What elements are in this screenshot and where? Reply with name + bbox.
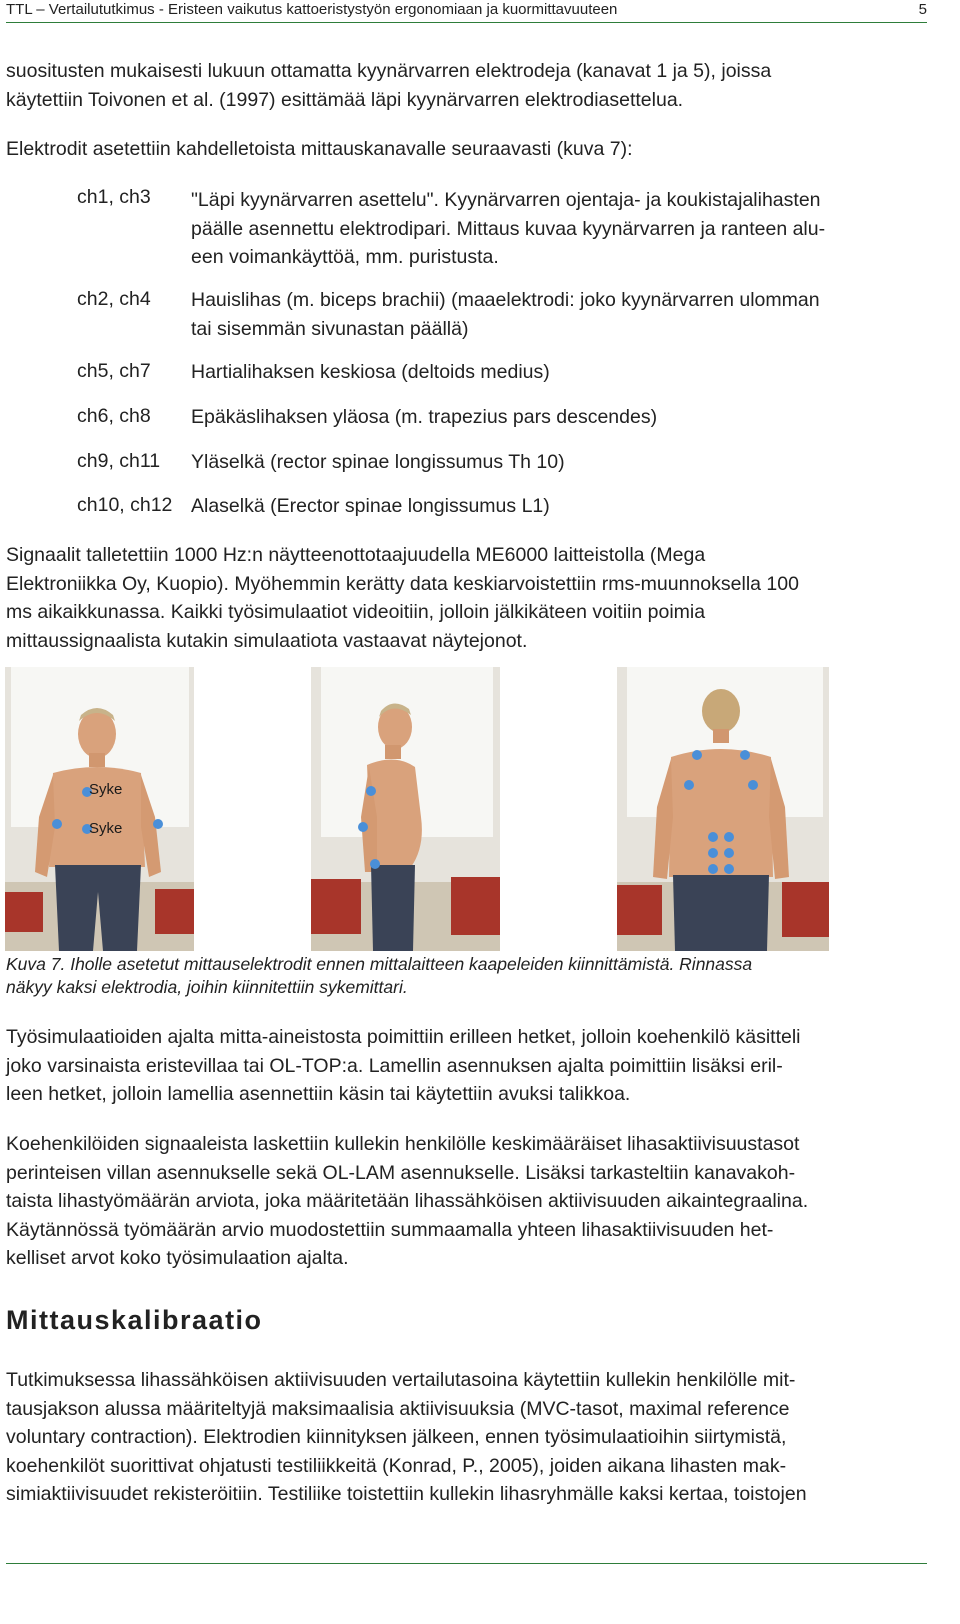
channel-label: ch6, ch8 [77,405,151,427]
text-line: Työsimulaatioiden ajalta mitta-aineistosta poimittiin erilleen hetket, jolloin koehenkilö käsitteli [6,1026,801,1048]
text-line: Hartialihaksen keskiosa (deltoids medius) [191,361,550,383]
text-line: kelliset arvot koko työsimulaation ajalta. [6,1247,349,1269]
activity-paragraph [6,1130,927,1273]
simulation-paragraph [6,1023,927,1109]
text-line: Tutkimuksessa lihassähköisen aktiivisuuden vertailutasoina käytettiin kullekin henkilölle mit- [6,1369,796,1391]
text-line: Koehenkilöiden signaaleista laskettiin kullekin henkilölle keskimääräiset lihasaktiivisuustasot [6,1133,800,1155]
syke-label: Syke [89,781,123,798]
text-line: Käytännössä työmäärän arvio muodostettiin summaamalla yhteen lihasaktiivisuuden het- [6,1218,774,1241]
calibration-paragraph [6,1366,927,1509]
text-line: tai sisemmän sivunastan päällä) [191,317,469,340]
text-line: een voimankäyttöä, mm. puristusta. [191,246,499,268]
text-line: Yläselkä (rector spinae longissumus Th 10) [191,451,565,473]
channel-description [191,286,927,343]
text-line: Epäkäslihaksen yläosa (m. trapezius pars descendes) [191,406,658,428]
footer-divider [6,1563,927,1564]
channel-description [191,492,927,521]
text-line: koehenkilöt suorittivat ohjatusti testiliikkeitä (Konrad, P., 2005), joiden aikana lihasten mak- [6,1454,787,1477]
text-line: ms aikaikkunassa. Kaikki työsimulaatiot videoitiin, jolloin jälkikäteen voitiin poimia [6,601,706,623]
photo-side-view [311,667,500,951]
text-line: tausjakson alussa määriteltyjä maksimaalisia aktiivisuuksia (MVC-tasot, maximal reference [6,1397,790,1420]
text-line: leen hetket, jolloin lamellia asennettiin käsin tai käytettiin avuksi talikkoa. [6,1083,631,1105]
channel-label: ch10, ch12 [77,494,173,516]
text-line: Alaselkä (Erector spinae longissumus L1) [191,495,550,517]
channel-label: ch9, ch11 [77,450,161,472]
channel-description [191,448,927,477]
photo-front-view [5,667,194,951]
signals-paragraph [6,541,927,655]
channel-label: ch1, ch3 [77,186,151,208]
channel-description [191,186,927,272]
text-line: simiaktiivisuudet rekisteröitiin. Testiliike toistettiin kullekin lihasryhmälle kaksi kertaa, toistojen [6,1483,807,1505]
figure-caption [6,953,927,999]
photo-back-view [617,667,829,951]
text-line: näkyy kaksi elektrodia, joihin kiinnitettiin sykemittari. [6,977,408,997]
text-line: perinteisen villan asennukselle sekä OL-LAM asennukselle. Lisäksi tarkasteltiin kanavakoh- [6,1161,796,1184]
text-line: Hauislihas (m. biceps brachii) (maaelektrodi: joko kyynärvarren ulomman [191,289,820,311]
channel-description [191,358,927,387]
text-line: taista lihastyömäärän arviota, joka määritetään lihassähköisen aktiivisuuden aikaintegraalina. [6,1190,809,1212]
text-line: voluntary contraction). Elektrodien kiinnityksen jälkeen, ennen työsimulaatioihin siirtymistä, [6,1426,787,1448]
text-line: Elektroniikka Oy, Kuopio). Myöhemmin kerätty data keskiarvoistettiin rms-muunnoksella 100 [6,572,799,595]
intro-paragraph [6,57,927,114]
header-title: TTL – Vertailututkimus - Eristeen vaikutus kattoeristystyön ergonomiaan ja kuormittavuuteen [6,1,618,18]
page-number: 5 [918,1,927,18]
channel-label: ch5, ch7 [77,360,151,382]
text-line: suositusten mukaisesti lukuun ottamatta kyynärvarren elektrodeja (kanavat 1 ja 5), joissa [6,60,772,82]
syke-label: Syke [89,820,123,837]
section-heading: Mittauskalibraatio [6,1305,263,1335]
text-line: päälle asennettu elektrodipari. Mittaus kuvaa kyynärvarren ja ranteen alu- [191,217,826,240]
text-line: käytettiin Toivonen et al. (1997) esittämää läpi kyynärvarren elektrodiasettelua. [6,88,684,111]
channel-description [191,403,927,432]
text-line: "Läpi kyynärvarren asettelu". Kyynärvarren ojentaja- ja koukistajalihasten [191,189,821,211]
text-line: Kuva 7. Iholle asetetut mittauselektrodit ennen mittalaitteen kaapeleiden kiinnittämistä. Rinnassa [6,954,753,974]
running-header [6,0,927,23]
text-line: mittaussignaalista kutakin simulaatiota vastaavat näytejonot. [6,629,528,652]
text-line: joko varsinaista eristevillaa tai OL-TOP:a. Lamellin asennuksen ajalta poimittiin lisäksi eril- [6,1054,783,1077]
text-line: Signaalit talletettiin 1000 Hz:n näytteenottotaajuudella ME6000 laitteistolla (Mega [6,544,706,566]
channel-label: ch2, ch4 [77,288,151,310]
lead-paragraph: Elektrodit asetettiin kahdelletoista mittauskanavalle seuraavasti (kuva 7): [6,138,633,160]
